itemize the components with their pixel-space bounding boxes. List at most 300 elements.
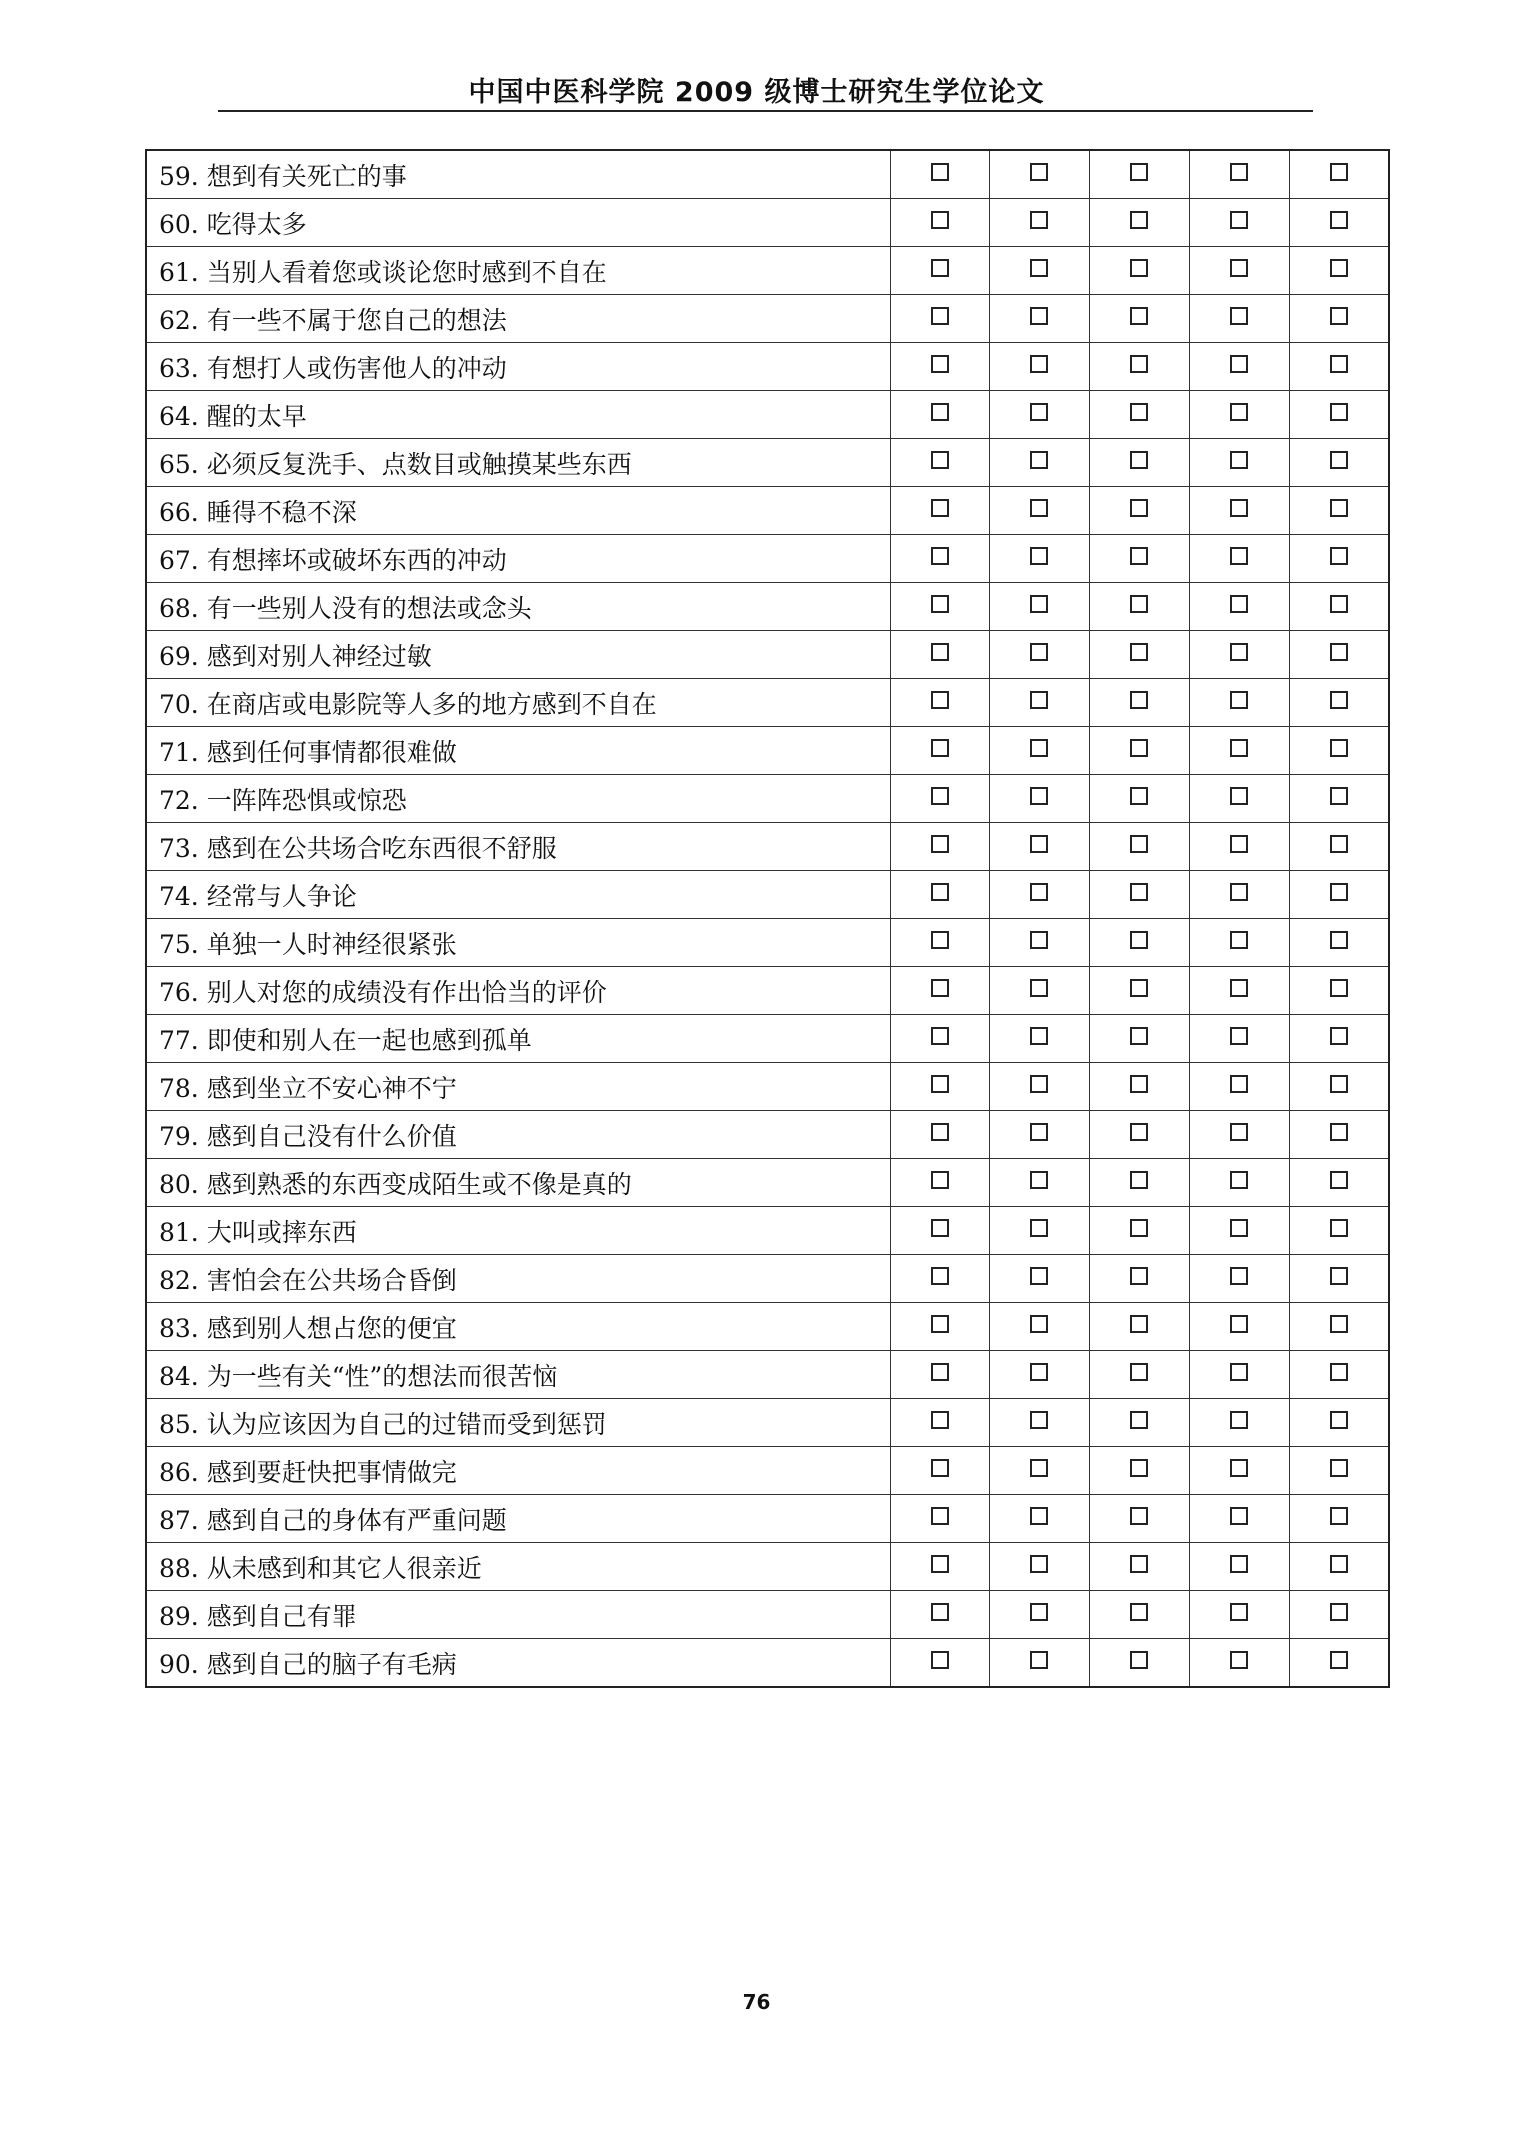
option-checkbox[interactable] xyxy=(1030,547,1048,565)
option-checkbox[interactable] xyxy=(931,1459,949,1477)
table-row xyxy=(146,1447,1389,1495)
option-cell xyxy=(1089,343,1189,391)
option-cell xyxy=(1189,1015,1289,1063)
option-checkbox[interactable] xyxy=(1130,403,1148,421)
option-checkbox[interactable] xyxy=(931,643,949,661)
option-checkbox[interactable] xyxy=(931,451,949,469)
option-checkbox[interactable] xyxy=(1230,835,1248,853)
question-text: 感到要赶快把事情做完 xyxy=(206,1457,457,1487)
option-cell xyxy=(890,823,989,871)
option-cell xyxy=(890,439,989,487)
option-checkbox[interactable] xyxy=(1130,307,1148,325)
option-cell xyxy=(989,1543,1089,1591)
option-checkbox[interactable] xyxy=(1130,1027,1148,1045)
option-cell xyxy=(1189,1351,1289,1399)
question-cell xyxy=(146,1207,890,1255)
question-cell xyxy=(146,1591,890,1639)
option-checkbox[interactable] xyxy=(1030,643,1048,661)
option-checkbox[interactable] xyxy=(931,259,949,277)
option-checkbox[interactable] xyxy=(1030,1459,1048,1477)
option-cell xyxy=(1289,1063,1389,1111)
question-cell xyxy=(146,247,890,295)
option-checkbox[interactable] xyxy=(1130,1651,1148,1669)
option-checkbox[interactable] xyxy=(1230,403,1248,421)
question-number: 88. xyxy=(159,1553,199,1583)
option-checkbox[interactable] xyxy=(1130,595,1148,613)
option-checkbox[interactable] xyxy=(1130,787,1148,805)
option-checkbox[interactable] xyxy=(1330,1123,1348,1141)
option-checkbox[interactable] xyxy=(1130,883,1148,901)
table-row xyxy=(146,1303,1389,1351)
question-number: 79. xyxy=(159,1121,199,1151)
option-cell xyxy=(890,1447,989,1495)
option-cell xyxy=(989,295,1089,343)
question-number: 90. xyxy=(159,1649,199,1679)
option-checkbox[interactable] xyxy=(1330,1027,1348,1045)
question-text: 感到对别人神经过敏 xyxy=(206,641,432,671)
question-cell xyxy=(146,487,890,535)
option-checkbox[interactable] xyxy=(1130,259,1148,277)
option-checkbox[interactable] xyxy=(1230,979,1248,997)
option-cell xyxy=(890,295,989,343)
table-row xyxy=(146,823,1389,871)
option-checkbox[interactable] xyxy=(1030,1363,1048,1381)
table-row xyxy=(146,487,1389,535)
option-checkbox[interactable] xyxy=(1230,1171,1248,1189)
option-checkbox[interactable] xyxy=(1330,403,1348,421)
option-checkbox[interactable] xyxy=(1130,1411,1148,1429)
option-checkbox[interactable] xyxy=(1230,499,1248,517)
option-checkbox[interactable] xyxy=(1030,211,1048,229)
option-cell xyxy=(1089,1447,1189,1495)
option-checkbox[interactable] xyxy=(931,1219,949,1237)
option-checkbox[interactable] xyxy=(1330,931,1348,949)
survey-table-body xyxy=(146,150,1389,1687)
table-row xyxy=(146,871,1389,919)
option-checkbox[interactable] xyxy=(1030,403,1048,421)
option-checkbox[interactable] xyxy=(931,403,949,421)
option-cell xyxy=(1089,775,1189,823)
option-checkbox[interactable] xyxy=(1130,163,1148,181)
question-text: 单独一人时神经很紧张 xyxy=(206,929,457,959)
option-checkbox[interactable] xyxy=(931,835,949,853)
option-checkbox[interactable] xyxy=(1130,931,1148,949)
option-checkbox[interactable] xyxy=(1230,691,1248,709)
page-number: 76 xyxy=(742,1990,771,2014)
option-checkbox[interactable] xyxy=(1230,787,1248,805)
question-text: 感到熟悉的东西变成陌生或不像是真的 xyxy=(206,1169,632,1199)
option-cell xyxy=(1289,871,1389,919)
survey-table xyxy=(145,149,1390,1688)
question-cell xyxy=(146,583,890,631)
option-checkbox[interactable] xyxy=(931,355,949,373)
option-checkbox[interactable] xyxy=(931,1171,949,1189)
option-checkbox[interactable] xyxy=(1330,739,1348,757)
option-checkbox[interactable] xyxy=(1330,1075,1348,1093)
option-checkbox[interactable] xyxy=(1030,163,1048,181)
option-checkbox[interactable] xyxy=(1030,1315,1048,1333)
option-cell xyxy=(1189,1063,1289,1111)
option-cell xyxy=(1089,247,1189,295)
question-text: 有一些别人没有的想法或念头 xyxy=(206,593,532,623)
option-checkbox[interactable] xyxy=(931,691,949,709)
option-checkbox[interactable] xyxy=(1030,979,1048,997)
option-cell xyxy=(989,199,1089,247)
table-row xyxy=(146,775,1389,823)
option-checkbox[interactable] xyxy=(1230,1027,1248,1045)
option-cell xyxy=(989,1159,1089,1207)
option-checkbox[interactable] xyxy=(931,1555,949,1573)
option-checkbox[interactable] xyxy=(1330,1267,1348,1285)
option-checkbox[interactable] xyxy=(931,499,949,517)
option-checkbox[interactable] xyxy=(1330,499,1348,517)
question-text: 认为应该因为自己的过错而受到惩罚 xyxy=(206,1409,607,1439)
option-cell xyxy=(1089,295,1189,343)
question-number: 85. xyxy=(159,1409,199,1439)
option-checkbox[interactable] xyxy=(1130,1075,1148,1093)
table-row xyxy=(146,295,1389,343)
option-checkbox[interactable] xyxy=(1330,691,1348,709)
option-checkbox[interactable] xyxy=(1030,1171,1048,1189)
option-checkbox[interactable] xyxy=(1230,1315,1248,1333)
question-number: 76. xyxy=(159,977,199,1007)
option-checkbox[interactable] xyxy=(1130,1507,1148,1525)
option-checkbox[interactable] xyxy=(1230,931,1248,949)
option-checkbox[interactable] xyxy=(1030,1555,1048,1573)
option-checkbox[interactable] xyxy=(931,1363,949,1381)
option-cell xyxy=(989,391,1089,439)
question-cell xyxy=(146,1159,890,1207)
option-cell xyxy=(1089,823,1189,871)
table-row xyxy=(146,1015,1389,1063)
option-checkbox[interactable] xyxy=(931,595,949,613)
option-cell xyxy=(1089,150,1189,199)
question-cell xyxy=(146,1255,890,1303)
option-checkbox[interactable] xyxy=(1130,1171,1148,1189)
question-number: 62. xyxy=(159,305,199,335)
option-checkbox[interactable] xyxy=(1330,355,1348,373)
option-cell xyxy=(890,871,989,919)
option-checkbox[interactable] xyxy=(1130,691,1148,709)
option-cell xyxy=(1089,631,1189,679)
option-checkbox[interactable] xyxy=(1030,1219,1048,1237)
option-checkbox[interactable] xyxy=(931,1651,949,1669)
option-checkbox[interactable] xyxy=(1330,1507,1348,1525)
question-text: 一阵阵恐惧或惊恐 xyxy=(206,785,407,815)
table-row xyxy=(146,1111,1389,1159)
option-cell xyxy=(1189,487,1289,535)
option-checkbox[interactable] xyxy=(1330,787,1348,805)
option-checkbox[interactable] xyxy=(931,1027,949,1045)
option-cell xyxy=(1289,1015,1389,1063)
option-checkbox[interactable] xyxy=(931,1411,949,1429)
option-cell xyxy=(1089,199,1189,247)
option-checkbox[interactable] xyxy=(1230,1267,1248,1285)
option-cell xyxy=(1289,487,1389,535)
option-cell xyxy=(1089,967,1189,1015)
option-checkbox[interactable] xyxy=(1330,1219,1348,1237)
option-checkbox[interactable] xyxy=(1130,1267,1148,1285)
question-text: 有一些不属于您自己的想法 xyxy=(206,305,507,335)
option-cell xyxy=(989,439,1089,487)
option-checkbox[interactable] xyxy=(931,931,949,949)
option-checkbox[interactable] xyxy=(931,1315,949,1333)
question-cell xyxy=(146,1543,890,1591)
option-checkbox[interactable] xyxy=(1030,1507,1048,1525)
option-checkbox[interactable] xyxy=(1030,835,1048,853)
option-checkbox[interactable] xyxy=(1130,1315,1148,1333)
option-cell xyxy=(890,150,989,199)
option-checkbox[interactable] xyxy=(1230,739,1248,757)
option-cell xyxy=(1089,1015,1189,1063)
question-text: 感到自己有罪 xyxy=(206,1601,357,1631)
option-checkbox[interactable] xyxy=(1230,451,1248,469)
option-checkbox[interactable] xyxy=(1030,691,1048,709)
option-checkbox[interactable] xyxy=(1030,499,1048,517)
option-checkbox[interactable] xyxy=(1330,211,1348,229)
option-cell xyxy=(890,1351,989,1399)
option-cell xyxy=(1289,727,1389,775)
option-checkbox[interactable] xyxy=(1030,1411,1048,1429)
option-checkbox[interactable] xyxy=(1130,1555,1148,1573)
option-checkbox[interactable] xyxy=(1230,355,1248,373)
option-checkbox[interactable] xyxy=(1030,1267,1048,1285)
option-checkbox[interactable] xyxy=(1130,451,1148,469)
question-cell xyxy=(146,1495,890,1543)
table-row xyxy=(146,343,1389,391)
option-checkbox[interactable] xyxy=(1230,643,1248,661)
question-number: 70. xyxy=(159,689,199,719)
option-cell xyxy=(1189,343,1289,391)
option-checkbox[interactable] xyxy=(1030,355,1048,373)
option-cell xyxy=(989,679,1089,727)
option-checkbox[interactable] xyxy=(931,307,949,325)
option-cell xyxy=(1289,1543,1389,1591)
option-cell xyxy=(890,247,989,295)
option-cell xyxy=(989,727,1089,775)
option-cell xyxy=(989,775,1089,823)
option-checkbox[interactable] xyxy=(931,979,949,997)
option-checkbox[interactable] xyxy=(1330,1603,1348,1621)
option-checkbox[interactable] xyxy=(1030,259,1048,277)
option-checkbox[interactable] xyxy=(1230,211,1248,229)
option-checkbox[interactable] xyxy=(1130,739,1148,757)
option-checkbox[interactable] xyxy=(1330,1651,1348,1669)
option-cell xyxy=(1289,1447,1389,1495)
option-checkbox[interactable] xyxy=(1130,1363,1148,1381)
option-checkbox[interactable] xyxy=(1030,883,1048,901)
option-checkbox[interactable] xyxy=(1030,451,1048,469)
option-cell xyxy=(1089,871,1189,919)
option-checkbox[interactable] xyxy=(1230,1651,1248,1669)
option-checkbox[interactable] xyxy=(1030,931,1048,949)
option-cell xyxy=(989,247,1089,295)
option-checkbox[interactable] xyxy=(1330,451,1348,469)
option-cell xyxy=(890,1543,989,1591)
option-cell xyxy=(1289,775,1389,823)
question-cell xyxy=(146,631,890,679)
table-row xyxy=(146,1255,1389,1303)
option-checkbox[interactable] xyxy=(1330,1459,1348,1477)
option-cell xyxy=(890,727,989,775)
option-checkbox[interactable] xyxy=(931,163,949,181)
question-number: 71. xyxy=(159,737,199,767)
option-checkbox[interactable] xyxy=(1230,1123,1248,1141)
question-text: 感到自己的脑子有毛病 xyxy=(206,1649,457,1679)
option-checkbox[interactable] xyxy=(1030,307,1048,325)
question-number: 65. xyxy=(159,449,199,479)
option-checkbox[interactable] xyxy=(1130,835,1148,853)
option-cell xyxy=(1189,871,1289,919)
question-text: 大叫或摔东西 xyxy=(206,1217,357,1247)
question-text: 即使和别人在一起也感到孤单 xyxy=(206,1025,532,1055)
option-checkbox[interactable] xyxy=(1230,1075,1248,1093)
question-number: 73. xyxy=(159,833,199,863)
option-checkbox[interactable] xyxy=(1030,1027,1048,1045)
table-row xyxy=(146,199,1389,247)
option-checkbox[interactable] xyxy=(1130,979,1148,997)
option-cell xyxy=(1089,583,1189,631)
option-checkbox[interactable] xyxy=(1330,643,1348,661)
question-text: 必须反复洗手、点数目或触摸某些东西 xyxy=(206,449,632,479)
option-cell xyxy=(890,967,989,1015)
option-checkbox[interactable] xyxy=(1030,739,1048,757)
option-checkbox[interactable] xyxy=(1230,1507,1248,1525)
option-checkbox[interactable] xyxy=(1330,1363,1348,1381)
question-number: 68. xyxy=(159,593,199,623)
option-checkbox[interactable] xyxy=(1230,1219,1248,1237)
option-checkbox[interactable] xyxy=(1330,547,1348,565)
option-checkbox[interactable] xyxy=(1330,163,1348,181)
question-cell xyxy=(146,679,890,727)
table-row xyxy=(146,1063,1389,1111)
option-checkbox[interactable] xyxy=(1130,1459,1148,1477)
option-cell xyxy=(989,1255,1089,1303)
option-checkbox[interactable] xyxy=(1130,547,1148,565)
option-cell xyxy=(890,775,989,823)
option-checkbox[interactable] xyxy=(1130,355,1148,373)
option-checkbox[interactable] xyxy=(1230,163,1248,181)
option-checkbox[interactable] xyxy=(1330,1555,1348,1573)
option-checkbox[interactable] xyxy=(1330,1411,1348,1429)
option-checkbox[interactable] xyxy=(1230,883,1248,901)
option-checkbox[interactable] xyxy=(1230,1459,1248,1477)
question-cell xyxy=(146,1063,890,1111)
option-checkbox[interactable] xyxy=(1030,1651,1048,1669)
option-cell xyxy=(890,199,989,247)
question-number: 63. xyxy=(159,353,199,383)
option-checkbox[interactable] xyxy=(1130,1603,1148,1621)
option-checkbox[interactable] xyxy=(1230,1363,1248,1381)
question-cell xyxy=(146,199,890,247)
option-checkbox[interactable] xyxy=(1330,1171,1348,1189)
option-checkbox[interactable] xyxy=(1330,1315,1348,1333)
option-cell xyxy=(1289,1495,1389,1543)
option-checkbox[interactable] xyxy=(1130,1219,1148,1237)
option-checkbox[interactable] xyxy=(1330,307,1348,325)
option-cell xyxy=(1089,1255,1189,1303)
option-checkbox[interactable] xyxy=(931,739,949,757)
option-checkbox[interactable] xyxy=(1230,547,1248,565)
option-cell xyxy=(1189,583,1289,631)
option-checkbox[interactable] xyxy=(1230,1555,1248,1573)
question-text: 感到坐立不安心神不宁 xyxy=(206,1073,457,1103)
option-checkbox[interactable] xyxy=(1030,1603,1048,1621)
question-cell xyxy=(146,823,890,871)
option-cell xyxy=(989,631,1089,679)
option-checkbox[interactable] xyxy=(1330,259,1348,277)
option-checkbox[interactable] xyxy=(1330,979,1348,997)
option-checkbox[interactable] xyxy=(1230,307,1248,325)
option-checkbox[interactable] xyxy=(1130,643,1148,661)
option-cell xyxy=(1289,535,1389,583)
option-checkbox[interactable] xyxy=(1030,595,1048,613)
option-checkbox[interactable] xyxy=(1230,259,1248,277)
question-number: 64. xyxy=(159,401,199,431)
option-cell xyxy=(890,1399,989,1447)
question-text: 感到任何事情都很难做 xyxy=(206,737,457,767)
option-checkbox[interactable] xyxy=(931,1123,949,1141)
option-cell xyxy=(989,919,1089,967)
option-cell xyxy=(1189,775,1289,823)
question-number: 75. xyxy=(159,929,199,959)
question-cell xyxy=(146,967,890,1015)
question-text: 感到自己没有什么价值 xyxy=(206,1121,457,1151)
option-checkbox[interactable] xyxy=(1230,595,1248,613)
option-checkbox[interactable] xyxy=(1330,883,1348,901)
option-cell xyxy=(1189,919,1289,967)
option-cell xyxy=(890,1063,989,1111)
option-checkbox[interactable] xyxy=(931,1075,949,1093)
option-checkbox[interactable] xyxy=(1130,499,1148,517)
option-checkbox[interactable] xyxy=(931,1507,949,1525)
question-number: 74. xyxy=(159,881,199,911)
option-cell xyxy=(1289,199,1389,247)
option-checkbox[interactable] xyxy=(1330,595,1348,613)
question-cell xyxy=(146,727,890,775)
option-checkbox[interactable] xyxy=(1130,1123,1148,1141)
option-cell xyxy=(1189,439,1289,487)
option-checkbox[interactable] xyxy=(1230,1411,1248,1429)
option-cell xyxy=(989,1303,1089,1351)
option-cell xyxy=(1189,535,1289,583)
option-checkbox[interactable] xyxy=(931,1267,949,1285)
question-cell xyxy=(146,775,890,823)
option-checkbox[interactable] xyxy=(931,883,949,901)
option-checkbox[interactable] xyxy=(931,1603,949,1621)
option-cell xyxy=(1089,1639,1189,1688)
option-checkbox[interactable] xyxy=(1230,1603,1248,1621)
table-row xyxy=(146,1207,1389,1255)
option-checkbox[interactable] xyxy=(1030,787,1048,805)
option-checkbox[interactable] xyxy=(1330,835,1348,853)
option-checkbox[interactable] xyxy=(931,547,949,565)
question-number: 60. xyxy=(159,209,199,239)
option-cell xyxy=(890,679,989,727)
option-checkbox[interactable] xyxy=(1030,1123,1048,1141)
question-text: 有想打人或伤害他人的冲动 xyxy=(206,353,507,383)
option-cell xyxy=(1189,247,1289,295)
option-cell xyxy=(989,967,1089,1015)
option-checkbox[interactable] xyxy=(931,211,949,229)
option-cell xyxy=(989,343,1089,391)
option-checkbox[interactable] xyxy=(1030,1075,1048,1093)
question-cell xyxy=(146,150,890,199)
option-checkbox[interactable] xyxy=(931,787,949,805)
option-checkbox[interactable] xyxy=(1130,211,1148,229)
option-cell xyxy=(890,1303,989,1351)
option-cell xyxy=(1289,1159,1389,1207)
